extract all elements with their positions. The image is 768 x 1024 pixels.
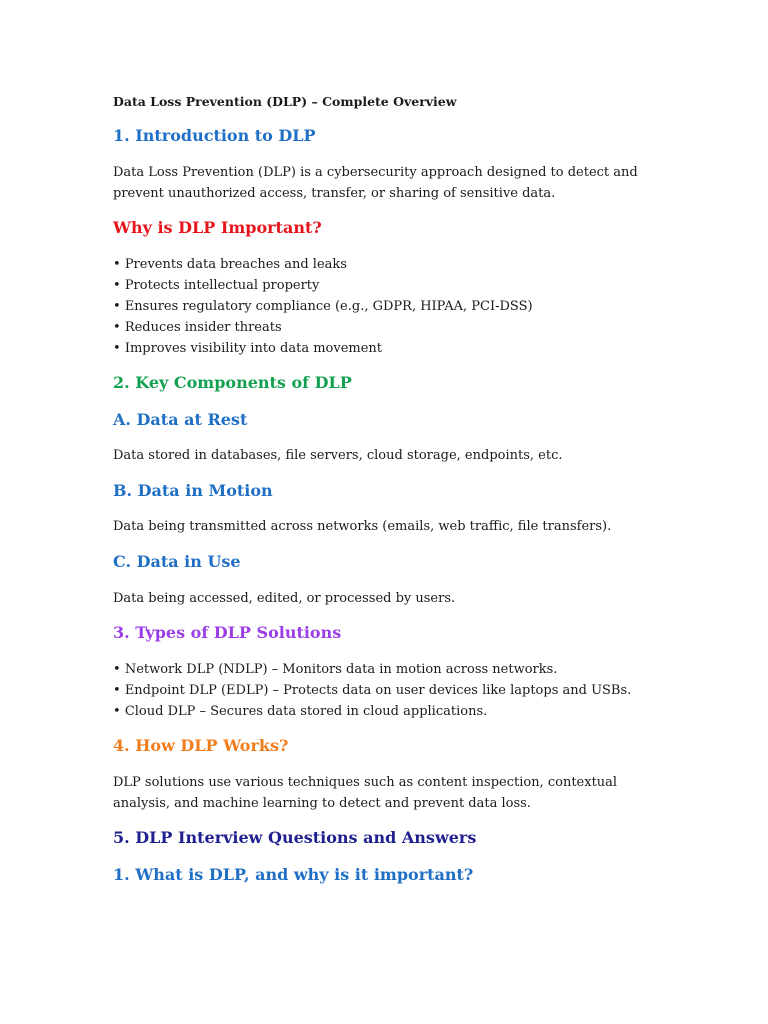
list-item: • Cloud DLP – Secures data stored in cloud applications. [113, 701, 631, 722]
types-list [113, 659, 631, 722]
list-item: • Improves visibility into data movement [113, 338, 533, 359]
heading-data-in-motion: B. Data in Motion [113, 481, 273, 500]
list-item: • Endpoint DLP (EDLP) – Protects data on user devices like laptops and USBs. [113, 680, 631, 701]
list-item: • Reduces insider threats [113, 317, 533, 338]
intro-paragraph-line-1: Data Loss Prevention (DLP) is a cybersecurity approach designed to detect and [113, 165, 638, 180]
heading-why-important: Why is DLP Important? [113, 218, 322, 237]
intro-paragraph-line-2: prevent unauthorized access, transfer, or sharing of sensitive data. [113, 186, 556, 201]
heading-data-in-use: C. Data in Use [113, 552, 241, 571]
list-item: • Ensures regulatory compliance (e.g., GDPR, HIPAA, PCI-DSS) [113, 296, 533, 317]
data-in-use-text: Data being accessed, edited, or processed by users. [113, 591, 456, 606]
heading-types-of-solutions: 3. Types of DLP Solutions [113, 623, 342, 642]
heading-question-1: 1. What is DLP, and why is it important? [113, 865, 474, 884]
heading-data-at-rest: A. Data at Rest [113, 410, 248, 429]
heading-how-dlp-works: 4. How DLP Works? [113, 736, 289, 755]
list-item: • Protects intellectual property [113, 275, 533, 296]
document-title: Data Loss Prevention (DLP) – Complete Overview [113, 94, 457, 109]
data-at-rest-text: Data stored in databases, file servers, cloud storage, endpoints, etc. [113, 448, 563, 463]
heading-key-components: 2. Key Components of DLP [113, 373, 352, 392]
why-important-list [113, 254, 533, 359]
list-item: • Network DLP (NDLP) – Monitors data in motion across networks. [113, 659, 631, 680]
data-in-motion-text: Data being transmitted across networks (emails, web traffic, file transfers). [113, 519, 612, 534]
heading-introduction: 1. Introduction to DLP [113, 126, 316, 145]
how-works-paragraph-line-1: DLP solutions use various techniques such as content inspection, contextual [113, 775, 618, 790]
list-item: • Prevents data breaches and leaks [113, 254, 533, 275]
how-works-paragraph-line-2: analysis, and machine learning to detect and prevent data loss. [113, 796, 531, 811]
heading-interview-questions: 5. DLP Interview Questions and Answers [113, 828, 477, 847]
